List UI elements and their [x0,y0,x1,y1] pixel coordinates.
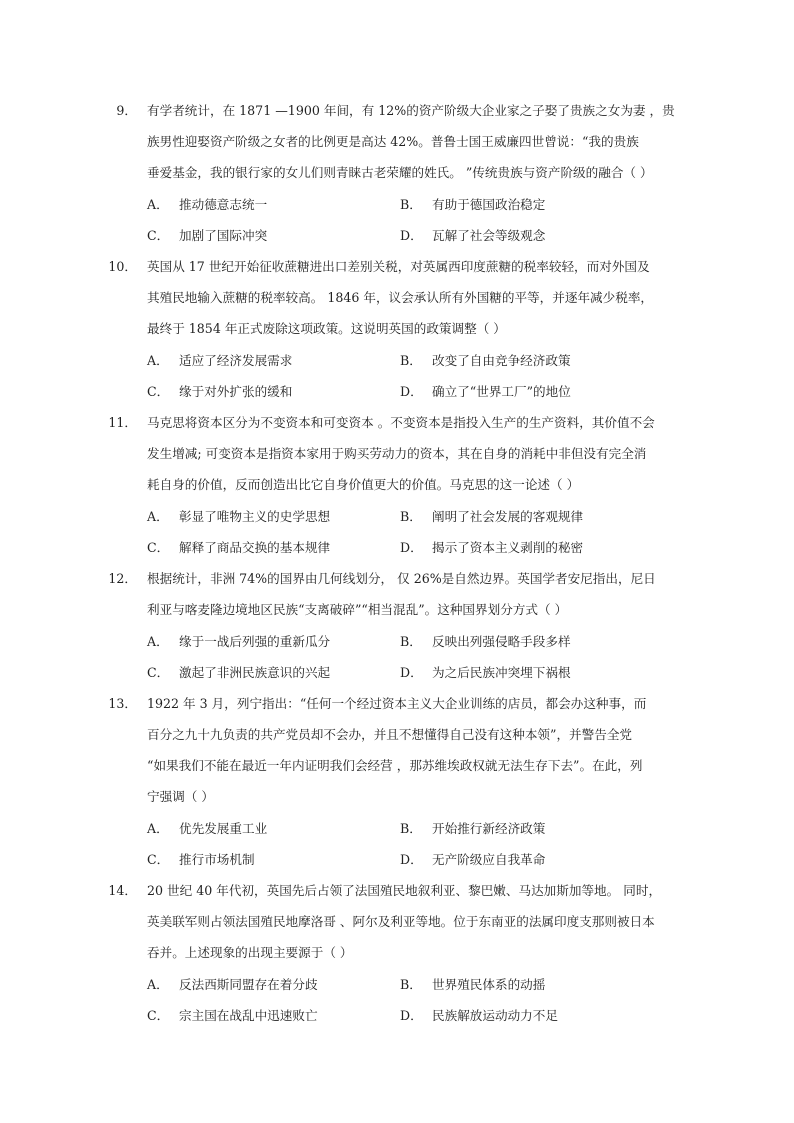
question-text-line: 最终于 1854 年正式废除这项政策。这说明英国的政策调整（ ） [147,321,506,336]
option-c [147,384,292,400]
question-text-line: 耗自身的价值，反而创造出比它自身价值更大的价值。马克思的这一论述（ ） [147,477,580,492]
option-b [400,634,571,650]
option-d [400,228,545,244]
option-letter: D． [400,852,423,867]
option-letter: B． [400,977,422,992]
question-text-line: 利亚与喀麦隆边境地区民族“支离破碎”“相当混乱”。这种国界划分方式（ ） [147,602,568,617]
option-text: 适应了经济发展需求 [179,353,293,368]
option-letter: A． [147,977,169,992]
option-b [400,977,545,993]
option-letter: C． [147,384,170,399]
question-text-line: 1922 年 3 月，列宁指出：“任何一个经过资本主义大企业训练的店员，都会办这种事，而 [147,696,647,711]
question-text-line: 英美联军则占领法国殖民地摩洛哥 、阿尔及利亚等地。位于东南亚的法属印度支那则被日本 [147,914,655,929]
option-text: 确立了“世界工厂”的地位 [432,384,571,399]
option-b [400,821,545,837]
option-letter: C． [147,1008,170,1023]
question-text-line: 发生增减; 可变资本是指资本家用于购买劳动力的资本，其在自身的消耗中非但没有完全消 [147,446,647,461]
option-text: 优先发展重工业 [179,821,268,836]
option-a [147,353,292,369]
option-text: 世界殖民体系的动摇 [432,977,546,992]
option-c [147,228,267,244]
question-text-line: 英国从 17 世纪开始征收蔗糖进出口差别关税，对英属西印度蔗糖的税率较轻，而对外国及 [147,259,650,274]
option-letter: D． [400,228,423,243]
option-text: 有助于德国政治稳定 [432,197,546,212]
option-letter: C． [147,665,170,680]
option-letter: A． [147,353,169,368]
option-a [147,821,267,837]
option-c [147,1008,318,1024]
option-letter: A． [147,197,169,212]
option-text: 彰显了唯物主义的史学思想 [179,509,331,524]
option-d [400,665,571,681]
option-letter: D． [400,384,423,399]
option-letter: A． [147,634,169,649]
option-c [147,540,330,556]
question-text-line: 其殖民地输入蔗糖的税率较高。 1846 年，议会承认所有外国糖的平等，并逐年减少税率， [147,290,654,305]
option-letter: B． [400,509,422,524]
question-text-line: 百分之九十九负责的共产党员却不会办，并且不想懂得自己没有这种本领”，并警告全党 [147,727,633,742]
question-text-line: 根据统计，非洲 74%的国界由几何线划分， 仅 26%是自然边界。英国学者安尼指出，尼日 [147,571,656,586]
option-text: 改变了自由竞争经济政策 [432,353,571,368]
option-a [147,634,330,650]
option-text: 推动德意志统一 [179,197,268,212]
option-text: 加剧了国际冲突 [179,228,268,243]
option-text: 揭示了资本主义剥削的秘密 [432,540,584,555]
option-letter: C． [147,228,170,243]
option-letter: D． [400,540,423,555]
option-c [147,852,255,868]
option-text: 解释了商品交换的基本规律 [179,540,331,555]
question-text-line: 吞并。上述现象的出现主要源于（ ） [147,945,353,960]
option-text: 为之后民族冲突埋下祸根 [432,665,571,680]
question-number: 12． [108,571,137,586]
option-d [400,852,545,868]
option-b [400,197,545,213]
option-b [400,353,571,369]
option-text: 瓦解了社会等级观念 [432,228,546,243]
option-letter: D． [400,665,423,680]
option-letter: A． [147,509,169,524]
option-text: 无产阶级应自我革命 [432,852,546,867]
question-text-line: 垂爱基金，我的银行家的女儿们则青睐古老荣耀的姓氏。 ”传统贵族与资产阶级的融合（ ） [147,165,653,180]
option-letter: B． [400,821,422,836]
option-letter: C． [147,852,170,867]
option-a [147,509,330,525]
option-a [147,197,267,213]
option-text: 民族解放运动动力不足 [432,1008,558,1023]
option-text: 推行市场机制 [179,852,255,867]
option-letter: C． [147,540,170,555]
option-letter: B． [400,353,422,368]
question-text-line: 族男性迎娶资产阶级之女者的比例更是高达 42%。普鲁士国王威廉四世曾说：“我的贵族 [147,134,639,149]
question-number: 10． [108,259,137,274]
option-d [400,540,583,556]
question-text-line: “如果我们不能在最近一年内证明我们会经营 ，那苏维埃政权就无法生存下去”。在此，列 [147,758,643,773]
option-d [400,1008,558,1024]
question-number: 14． [108,883,137,898]
option-text: 反法西斯同盟存在着分歧 [179,977,318,992]
question-text-line: 有学者统计，在 1871 —1900 年间，有 12%的资产阶级大企业家之子娶了贵族之女为妻 ，贵 [147,103,675,118]
option-text: 缘于对外扩张的缓和 [179,384,293,399]
option-letter: B． [400,197,422,212]
question-number: 13． [108,696,137,711]
option-c [147,665,330,681]
question-text-line: 20 世纪 40 年代初，英国先后占领了法国殖民地叙利亚、黎巴嫩、马达加斯加等地。 同时， [147,883,662,898]
option-d [400,384,571,400]
option-text: 阐明了社会发展的客观规律 [432,509,584,524]
option-text: 反映出列强侵略手段多样 [432,634,571,649]
option-a [147,977,318,993]
option-text: 开始推行新经济政策 [432,821,546,836]
question-text-line: 宁强调（ ） [147,789,214,804]
question-text-line: 马克思将资本区分为不变资本和可变资本 。不变资本是指投入生产的生产资料，其价值不会 [147,415,655,430]
option-text: 激起了非洲民族意识的兴起 [179,665,331,680]
option-letter: D． [400,1008,423,1023]
question-number: 11． [108,415,137,430]
option-letter: B． [400,634,422,649]
option-text: 缘于一战后列强的重新瓜分 [179,634,331,649]
option-text: 宗主国在战乱中迅速败亡 [179,1008,318,1023]
question-number: 9． [116,103,137,118]
option-b [400,509,583,525]
option-letter: A． [147,821,169,836]
